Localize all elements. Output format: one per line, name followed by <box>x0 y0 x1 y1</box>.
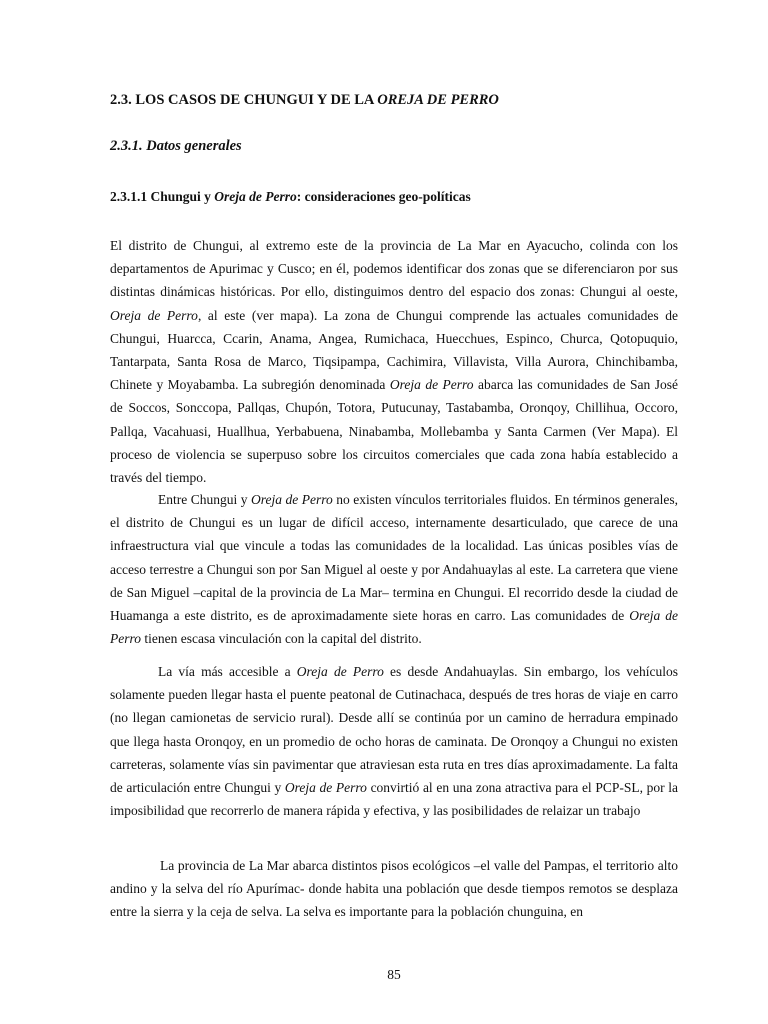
paragraph-1 <box>110 234 678 489</box>
paragraph-italic: Oreja de Perro <box>284 780 367 796</box>
subsubsection-heading-italic: Oreja de Perro <box>214 189 297 204</box>
paragraph-text: La vía más accesible a <box>158 664 297 679</box>
paragraph-text: abarca las comunidades de San José de Soccos, Sonccopa, Pallqas, Chupón, Totora, Putucunay, Tastabamba, Oronqoy, Chillihua, Occoro, Pallqa, Vacahuasi, Huallhua, Yerbabuena, Ninabamba, Mollebamba y Santa Carmen (Ver Mapa). El proceso de violencia se superpuso sobre los circuitos comerciales que cada zona había establecido a través del tiempo. <box>110 377 679 486</box>
paragraph-2 <box>110 488 678 650</box>
paragraph-italic: Oreja de Perro <box>251 492 333 507</box>
section-heading-italic: OREJA DE PERRO <box>377 92 499 108</box>
paragraph-text: tienen escasa vinculación con la capital del distrito. <box>141 631 422 647</box>
paragraph-text: La provincia de La Mar abarca distintos pisos ecológicos –el valle del Pampas, el territorio alto andino y la selva del río Apurímac- donde habita una población que desde tiempos remotos se desplaza entre la sierra y la ceja de selva. La selva es importante para la población chunguina, en <box>110 858 678 920</box>
section-heading <box>110 92 499 109</box>
paragraph-italic: Oreja de Perro <box>110 608 678 647</box>
paragraph-italic: Oreja de Perro <box>296 664 384 679</box>
paragraph-text: es desde Andahuaylas. Sin embargo, los vehículos solamente pueden llegar hasta el puente peatonal de Cutinachaca, después de tres horas de viaje en carro (no llegan camionetas de servicio rural). Desde allí se continúa por un camino de herradura empinado que llega hasta Oronqoy, en un promedio de ocho horas de caminata. De Oronqoy a Chungui no existen carreteras, solamente vías sin pavimentar que atraviesan esta ruta en tres días aproximadamente. La falta de articulación entre Chungui y <box>110 664 678 796</box>
subsubsection-heading-suffix: : consideraciones geo-políticas <box>296 189 471 204</box>
paragraph-text: , al este (ver mapa). La zona de Chungui comprende las actuales comunidades de Chungui, Huarcca, Ccarin, Anama, Angea, Rumichaca, Huecchues, Espinco, Churca, Qotopuquio, Tantarpata, Santa Rosa de Marco, Tiqsipampa, Cachimira, Villavista, Villa Aurora, Chinchibamba, Chinete y Moyabamba. La subregión denominada <box>110 307 679 393</box>
paragraph-text: no existen vínculos territoriales fluidos. En términos generales, el distrito de Chungui es un lugar de difícil acceso, internamente desarticulado, que carece de una infraestructura vial que vincule a todas las comunidades de la localidad. Las únicas posibles vías de acceso terrestre a Chungui son por San Miguel al oeste y por Andahuaylas al este. La carretera que viene de San Miguel –capital de la provincia de La Mar– termina en Chungui. El recorrido desde la ciudad de Huamanga a este distrito, es de aproximadamente siete horas en carro. Las comunidades de <box>110 492 678 624</box>
paragraph-3 <box>110 660 678 822</box>
paragraph-text: Entre Chungui y <box>158 492 252 507</box>
subsection-heading: 2.3.1. Datos generales <box>110 138 242 154</box>
paragraph-italic: Oreja de Perro <box>389 377 474 393</box>
paragraph-italic: Oreja de Perro <box>110 307 198 323</box>
paragraph-text: convirtió al en una zona atractiva para el PCP-SL, por la imposibilidad que recorrerlo de manera rápida y efectiva, y las posibilidades de relaizar un trabajo <box>110 780 678 819</box>
paragraph-4 <box>110 854 678 924</box>
document-page <box>110 0 678 1024</box>
subsubsection-heading <box>110 189 471 205</box>
subsubsection-heading-prefix: 2.3.1.1 Chungui y <box>110 189 215 204</box>
section-heading-text: 2.3. LOS CASOS DE CHUNGUI Y DE LA <box>110 92 378 108</box>
paragraph-text: El distrito de Chungui, al extremo este de la provincia de La Mar en Ayacucho, colinda con los departamentos de Apurimac y Cusco; en él, podemos identificar dos zonas que se diferenciaron por sus distintas dinámicas históricas. Por ello, distinguimos dentro del espacio dos zonas: Chungui al oeste, <box>110 238 678 300</box>
page-number: 85 <box>387 967 401 982</box>
